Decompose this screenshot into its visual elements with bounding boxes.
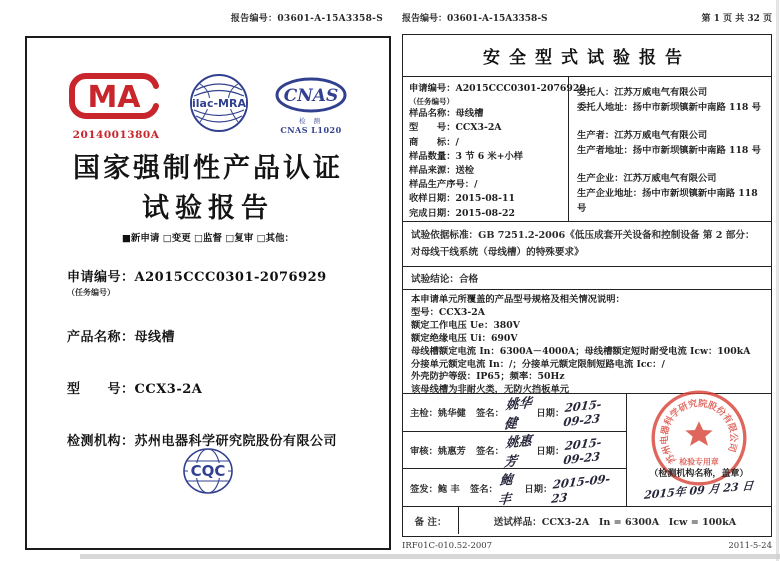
cqc-icon xyxy=(182,446,234,496)
spec-tapoff: 分接单元额定电流 In：/；分接单元额定限制短路电流 Icc：/ xyxy=(411,358,665,370)
seal-cell xyxy=(627,394,771,506)
info-client-address: 委托人地址：扬中市新坝镇新中南路 118 号 xyxy=(577,102,761,113)
cqc-logo xyxy=(27,446,389,496)
sample-info-right xyxy=(569,77,771,221)
info-sample-name: 样品名称：母线槽 xyxy=(409,108,484,120)
info-trademark: 商 标：/ xyxy=(409,136,459,148)
product-name-field: 产品名称：母线槽 xyxy=(67,330,176,345)
spec-model: 型号：CCX3-2A xyxy=(411,306,485,318)
application-number-field: 申请编号：A2015CCC0301-2076929 xyxy=(67,270,327,285)
remarks-value: 送试样品：CCX3-2A In = 6300A Icw = 100kA xyxy=(493,516,737,528)
info-producer: 生产者：江苏万威电气有限公司 xyxy=(577,130,708,141)
signature-row-inspector: 主检：姚华健 签名： 姚华健 日期： 2015-09-23 xyxy=(403,394,626,432)
cma-logo xyxy=(68,72,164,141)
cover-title-line2: 试验报告 xyxy=(142,193,274,224)
cnas-number: CNAS L1020 xyxy=(280,125,342,135)
reviewer-date: 2015-09-23 xyxy=(562,434,603,468)
right-page-header xyxy=(402,11,772,24)
seal-caption: （检测机构名称，盖章） xyxy=(649,469,749,479)
cover-fields xyxy=(67,266,367,449)
ilac-mra-icon xyxy=(188,72,250,134)
remarks-label: 备 注： xyxy=(403,507,459,534)
inspector-date: 2015-09-23 xyxy=(562,397,603,430)
signature-section xyxy=(403,394,771,507)
scan-edge-artifact xyxy=(776,0,779,561)
svg-text:检验专用章: 检验专用章 xyxy=(679,457,719,467)
remarks-section xyxy=(403,507,771,534)
approver-date: 2015-09-23 xyxy=(550,471,612,506)
spec-ue: 额定工作电压 Ue：380V xyxy=(411,319,520,331)
cma-logo-icon xyxy=(68,72,164,124)
report-title: 安全型式试验报告 xyxy=(403,35,771,77)
page-indicator: 第 1 页 共 32 页 xyxy=(701,14,772,24)
info-manufacturer-address: 生产企业地址：扬中市新坝镇新中南路 118 号 xyxy=(577,188,758,214)
cma-code: 2014001380A xyxy=(72,129,160,141)
signature-rows xyxy=(403,394,627,509)
approver-signature: 鲍丰 xyxy=(497,472,514,509)
cover-page xyxy=(25,36,391,550)
info-serial: 样品生产序号：/ xyxy=(409,179,478,191)
info-producer-address: 生产者地址：扬中市新坝镇新中南路 118 号 xyxy=(577,145,761,156)
scan-bottom-artifact xyxy=(80,554,780,559)
logo-row xyxy=(27,72,389,141)
signature-row-reviewer: 审核：姚惠芳 签名： 姚惠芳 日期： 2015-09-23 xyxy=(403,432,626,470)
svg-text:ilac-MRA: ilac-MRA xyxy=(192,97,246,110)
spec-ip-freq: 外壳防护等级：IP65；频率：50Hz xyxy=(411,371,565,383)
reviewer-signature: 姚惠芳 xyxy=(503,433,533,471)
info-manufacturer: 生产企业：江苏万威电气有限公司 xyxy=(577,173,717,184)
info-finish-date: 完成日期：2015-08-22 xyxy=(409,207,515,219)
info-application-no: 申请编号：A2015CCC0301-2076929 xyxy=(409,83,586,94)
info-receive-date: 收样日期：2015-08-11 xyxy=(409,193,515,205)
report-page xyxy=(402,34,772,537)
svg-text:CQC: CQC xyxy=(190,462,226,480)
model-field: 型 号：CCX3-2A xyxy=(67,382,203,397)
info-model: 型 号：CCX3-2A xyxy=(409,122,502,134)
right-report-number: 报告编号：03601-A-15A3358-S xyxy=(402,14,548,24)
svg-text:苏州电器科学研究院股份有限公司: 苏州电器科学研究院股份有限公司 xyxy=(658,398,739,466)
sample-info-section xyxy=(403,77,771,222)
spec-fire-note: 该母线槽为非耐火类，无防火挡板单元 xyxy=(411,384,570,396)
info-quantity: 样品数量：3 节 6 米+小样 xyxy=(409,150,524,162)
application-type-checkboxes: ■新申请 □变更 □监督 □复审 □其他： xyxy=(121,233,295,244)
cnas-icon xyxy=(274,76,348,114)
spec-ui: 额定绝缘电压 Ui：690V xyxy=(411,332,518,344)
test-conclusion-section: 试验结论：合格 xyxy=(403,267,771,290)
cover-title-line1: 国家强制性产品认证 xyxy=(73,153,343,184)
sample-info-left xyxy=(403,77,586,221)
spec-intro: 本申请单元所覆盖的产品型号规格及相关情况说明： xyxy=(411,294,625,305)
info-task-note: （任务编号） xyxy=(409,97,454,107)
cnas-logo xyxy=(274,76,348,135)
right-page-footer xyxy=(402,541,772,551)
ilac-mra-logo xyxy=(188,72,250,138)
test-standard-section: 试验依据标准：GB 7251.2-2006《低压成套开关设备和控制设备 第 2 部分：对母线干线系统（母线槽）的特殊要求》 xyxy=(403,222,771,267)
form-number: IRF01C-010.52-2007 xyxy=(402,541,493,551)
spec-in-icw: 母线槽额定电流 In：6300A－4000A；母线槽额定短时耐受电流 Icw：100kA xyxy=(411,345,751,357)
cnas-jiance-label: 检 测 xyxy=(298,117,324,125)
inspector-signature: 姚华健 xyxy=(503,396,533,433)
product-spec-section xyxy=(403,290,771,394)
seal-date: 2015年 09 月 23 日 xyxy=(643,479,754,502)
form-date: 2011-5-24 xyxy=(728,541,772,551)
info-client: 委托人：江苏万威电气有限公司 xyxy=(577,87,708,98)
signature-row-approver: 签发：鲍 丰 签名： 鲍丰 日期： 2015-09-23 xyxy=(403,469,626,507)
svg-text:CNAS: CNAS xyxy=(283,86,339,106)
test-agency-field: 检测机构：苏州电器科学研究院股份有限公司 xyxy=(67,434,338,449)
left-report-number: 报告编号：03601-A-15A3358-S xyxy=(230,14,383,24)
svg-text:MA: MA xyxy=(87,80,141,115)
task-number-note: （任务编号） xyxy=(67,287,115,297)
info-source: 样品来源：送检 xyxy=(409,165,475,177)
